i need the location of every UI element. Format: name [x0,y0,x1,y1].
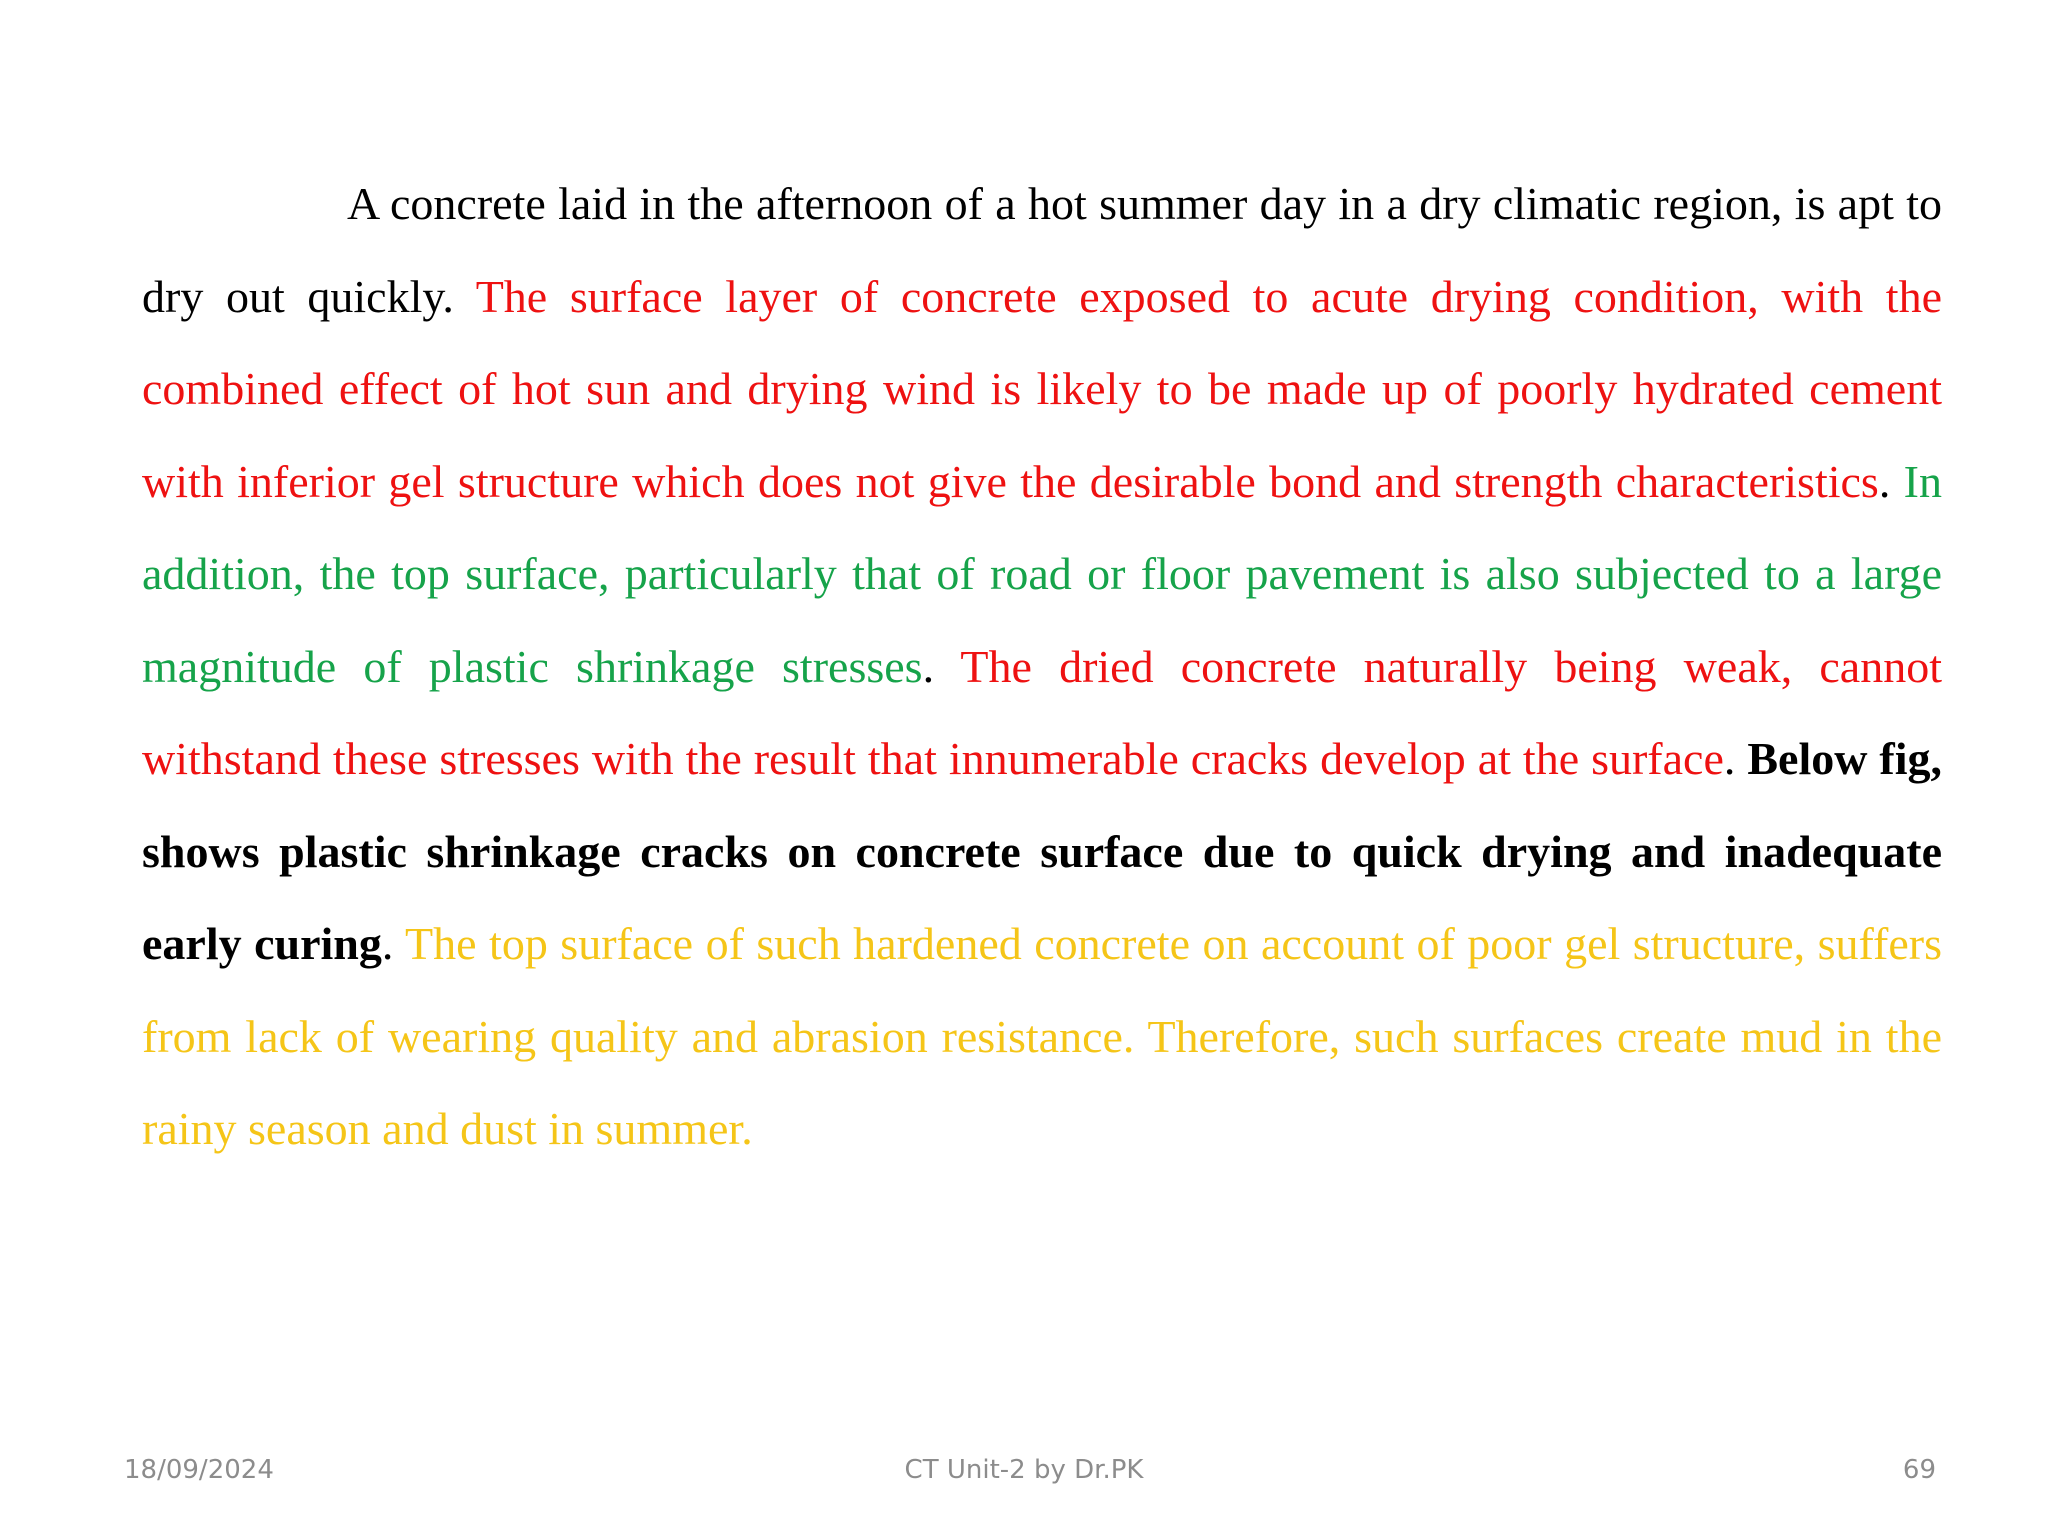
footer-date: 18/09/2024 [124,1455,274,1485]
text-segment-green-pavement: In addition, the top surface, particularly that of road or floor pavement is also subjected to a large magnitude of plastic shrinkage stresses [142,455,1942,692]
text-segment-yellow-hardened-surface: The top surface of such hardened concrete on account of poor gel structure, suffers from lack of wearing quality and abrasion resistance. Therefore, such surfaces create mud in the rainy season and dust in summer. [142,918,1943,1154]
footer-title: CT Unit-2 by Dr.PK [904,1455,1144,1485]
footer-page-number: 69 [1902,1455,1936,1485]
text-segment-black-intro: A concrete laid in the afternoon of a hot summer day in a dry climatic region, is apt to dry out quickly. [142,178,1942,322]
body-paragraph [142,158,1942,1176]
text-segment-red-dried-concrete: The dried concrete naturally being weak, cannot withstand these stresses with the result that innumerable cracks develop at the surface [142,640,1942,784]
text-segment-red-surface-layer: The surface layer of concrete exposed to acute drying condition, with the combined effect of hot sun and drying wind is likely to be made up of poorly hydrated cement with inferior gel structure which does not give the desirable bond and strength characteristics [142,270,1943,507]
text-segment-punctuation: . [922,640,961,692]
text-segment-punctuation: . [1878,455,1904,507]
text-segment-bold-figure-note: Below fig, shows plastic shrinkage cracks on concrete surface due to quick drying and inadequate early curing [142,733,1943,969]
text-segment-punctuation: . [1723,733,1748,784]
text-segment-punctuation: . [381,918,406,969]
